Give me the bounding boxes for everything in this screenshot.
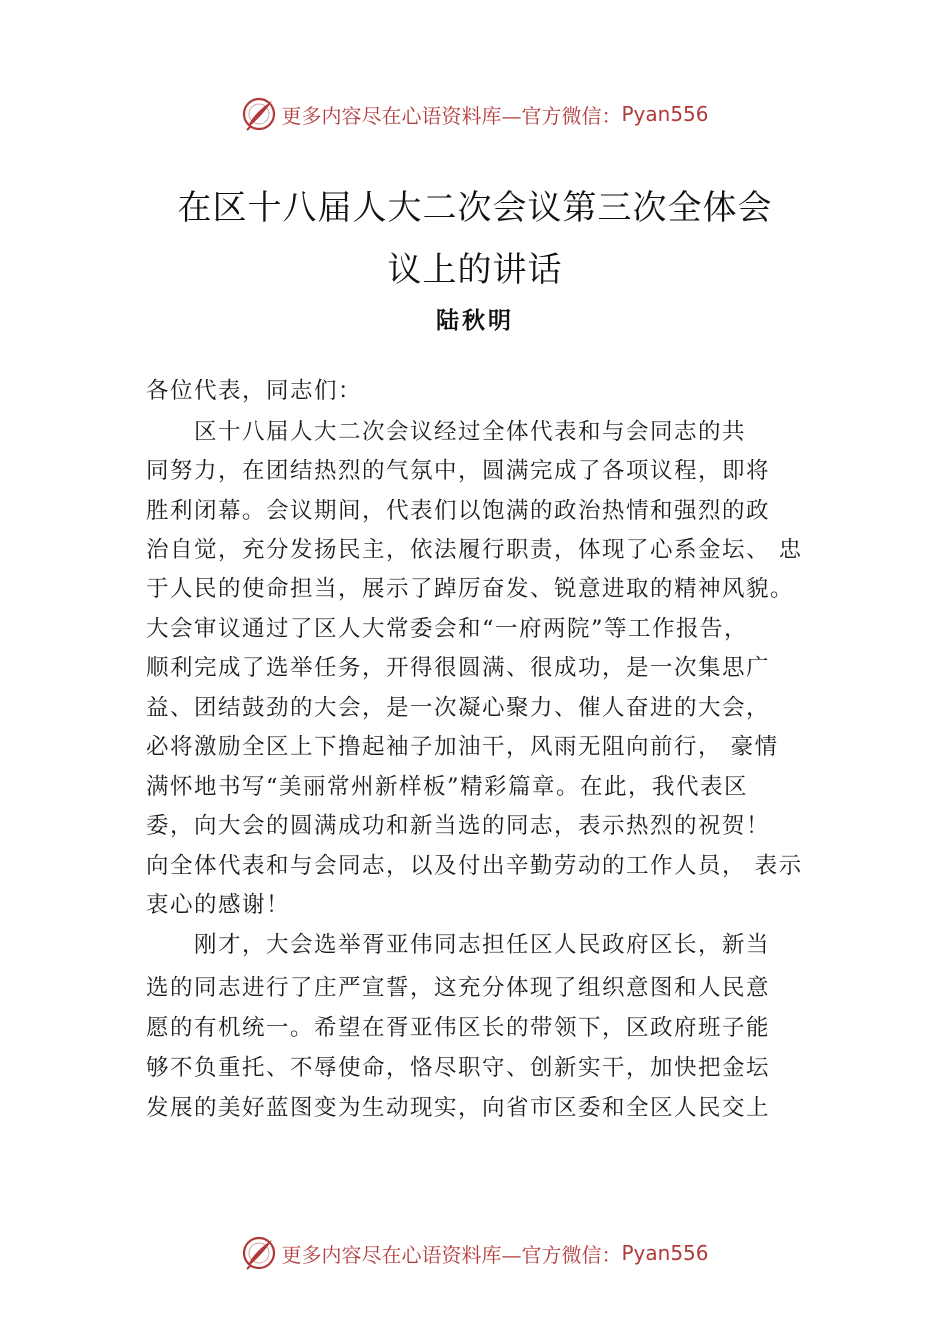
body-line: 于人民的使命担当，展示了踔厉奋发、锐意进取的精神风貌。 (146, 576, 795, 602)
body-line: 衷心的感谢！ (146, 892, 291, 918)
body-line: 刚才，大会选举胥亚伟同志担任区人民政府区长，新当 (146, 932, 771, 958)
footer-banner (0, 1233, 950, 1273)
document-title-line-2: 议上的讲话 (387, 250, 563, 290)
document-title-line-1: 在区十八届人大二次会议第三次全体会 (177, 188, 773, 228)
body-line: 选的同志进行了庄严宣誓，这充分体现了组织意图和人民意 (146, 975, 771, 1001)
body-line: 区十八届人大二次会议经过全体代表和与会同志的共 (146, 419, 747, 445)
body-line: 发展的美好蓝图变为生动现实，向省市区委和全区人民交上 (146, 1095, 771, 1121)
body-line: 各位代表，同志们： (146, 378, 363, 404)
body-line: 满怀地书写“美丽常州新样板”精彩篇章。在此，我代表区 (146, 774, 749, 800)
body-line: 治自觉，充分发扬民主，依法履行职责，体现了心系金坛、 忠 (146, 537, 803, 563)
body-line: 必将激励全区上下撸起袖子加油干，风雨无阻向前行， 豪情 (146, 734, 779, 760)
body-line: 向全体代表和与会同志，以及付出辛勤劳动的工作人员， 表示 (146, 853, 803, 879)
header-banner (0, 94, 950, 134)
body-line: 愿的有机统一。希望在胥亚伟区长的带领下，区政府班子能 (146, 1015, 771, 1041)
header-banner-wechat-id: Pyan556 (621, 102, 709, 126)
body-line: 大会审议通过了区人大常委会和“一府两院”等工作报告， (146, 616, 749, 642)
header-banner-text: 更多内容尽在心语资料库—官方微信： (281, 103, 622, 128)
footer-banner-text: 更多内容尽在心语资料库—官方微信： (281, 1242, 622, 1267)
quill-logo-icon (241, 1235, 277, 1271)
body-line: 胜利闭幕。会议期间，代表们以饱满的政治热情和强烈的政 (146, 498, 771, 524)
body-line: 益、团结鼓劲的大会，是一次凝心聚力、催人奋进的大会， (146, 695, 771, 721)
body-line: 顺利完成了选举任务，开得很圆满、很成功，是一次集思广 (146, 655, 771, 681)
body-line: 够不负重托、不辱使命，恪尽职守、创新实干，加快把金坛 (146, 1055, 771, 1081)
footer-banner-wechat-id: Pyan556 (621, 1241, 709, 1265)
document-author: 陆秋明 (436, 307, 514, 334)
quill-logo-icon (241, 96, 277, 132)
body-line: 委，向大会的圆满成功和新当选的同志，表示热烈的祝贺！ (146, 813, 771, 839)
body-line: 同努力，在团结热烈的气氛中，圆满完成了各项议程，即将 (146, 458, 771, 484)
